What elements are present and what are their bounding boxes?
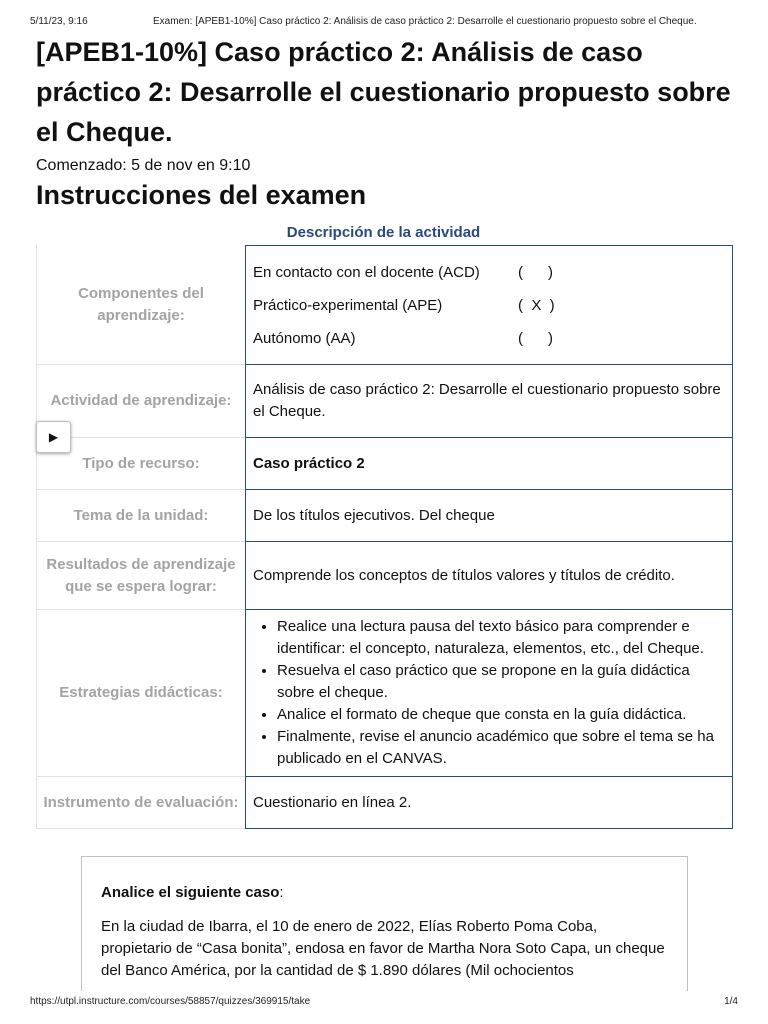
page-title: [APEB1-10%] Caso práctico 2: Análisis de caso práctico 2: Desarrolle el cuestionario propuesto sobre el Cheque. [36,37,731,147]
component-mark: ( ) [518,263,553,281]
row-value: Comprende los conceptos de títulos valores y títulos de crédito. [245,541,733,609]
strategies-list-cell [245,609,733,776]
row-label: Tema de la unidad: [36,489,245,541]
table-row-topic [36,489,733,541]
page-number: 1/4 [724,996,738,1007]
table-row-strategies [36,609,733,776]
row-value: Cuestionario en línea 2. [245,776,733,829]
play-icon: ▶ [48,430,59,444]
started-time: Comenzado: 5 de nov en 9:10 [36,157,251,174]
row-value: Análisis de caso práctico 2: Desarrolle el cuestionario propuesto sobre el Cheque. [245,364,733,437]
table-row-instrument [36,776,733,829]
row-label: Tipo de recurso: [36,437,245,489]
list-item: • Finalmente, revise el anuncio académico que sobre el tema se ha publicado en el CANVAS. [277,726,725,770]
activity-table-caption: Descripción de la actividad [286,224,481,241]
component-item [253,256,725,289]
print-url: https://utpl.instructure.com/courses/58857/quizzes/369915/take [30,996,311,1007]
table-row-components [36,245,733,364]
component-name: Práctico-experimental (APE) [253,296,443,314]
component-mark: ( ) [518,329,553,347]
print-footer [30,996,738,1007]
row-label: Resultados de aprendizaje que se espera lograr: [36,541,245,609]
table-row-resource [36,437,733,489]
component-name: Autónomo (AA) [253,329,356,347]
print-datetime: 5/11/23, 9:16 [30,16,88,27]
component-item [253,289,725,322]
row-value: Caso práctico 2 [245,437,733,489]
play-button[interactable] [36,421,71,453]
print-page-title: Examen: [APEB1-10%] Caso práctico 2: Análisis de caso práctico 2: Desarrolle el cuestionario propuesto sobre el Cheque. [153,16,697,27]
row-label: Instrumento de evaluación: [36,776,245,829]
table-row-results [36,541,733,609]
case-heading [101,884,284,901]
component-name: En contacto con el docente (ACD) [253,263,480,281]
row-label: Componentes del aprendizaje: [36,245,245,364]
case-heading-colon: : [279,884,284,901]
case-text: En la ciudad de Ibarra, el 10 de enero de 2022, Elías Roberto Poma Coba, propietario de “Casa bonita”, endosa en favor de Martha Nora Soto Capa, un cheque del Banco América, por la cantidad de $ 1.890 dólares (Mil ochocientos [101,918,665,979]
component-item [253,322,725,355]
row-label: Estrategias didácticas: [36,609,245,776]
row-label: Actividad de aprendizaje: [36,364,245,437]
case-box [81,856,688,991]
list-item: • Resuelva el caso práctico que se propone en la guía didáctica sobre el cheque. [277,660,725,704]
components-list [245,245,733,364]
row-value: De los títulos ejecutivos. Del cheque [245,489,733,541]
instructions-heading: Instrucciones del examen [36,180,367,210]
strategies-list [253,616,725,770]
table-row-activity [36,364,733,437]
case-heading-text: Analice el siguiente caso [101,884,280,901]
list-item: • Analice el formato de cheque que consta en la guía didáctica. [277,704,725,726]
component-mark: ( X ) [518,296,555,314]
list-item: • Realice una lectura pausa del texto básico para comprender e identificar: el concepto, naturaleza, elementos, etc., del Cheque. [277,616,725,660]
